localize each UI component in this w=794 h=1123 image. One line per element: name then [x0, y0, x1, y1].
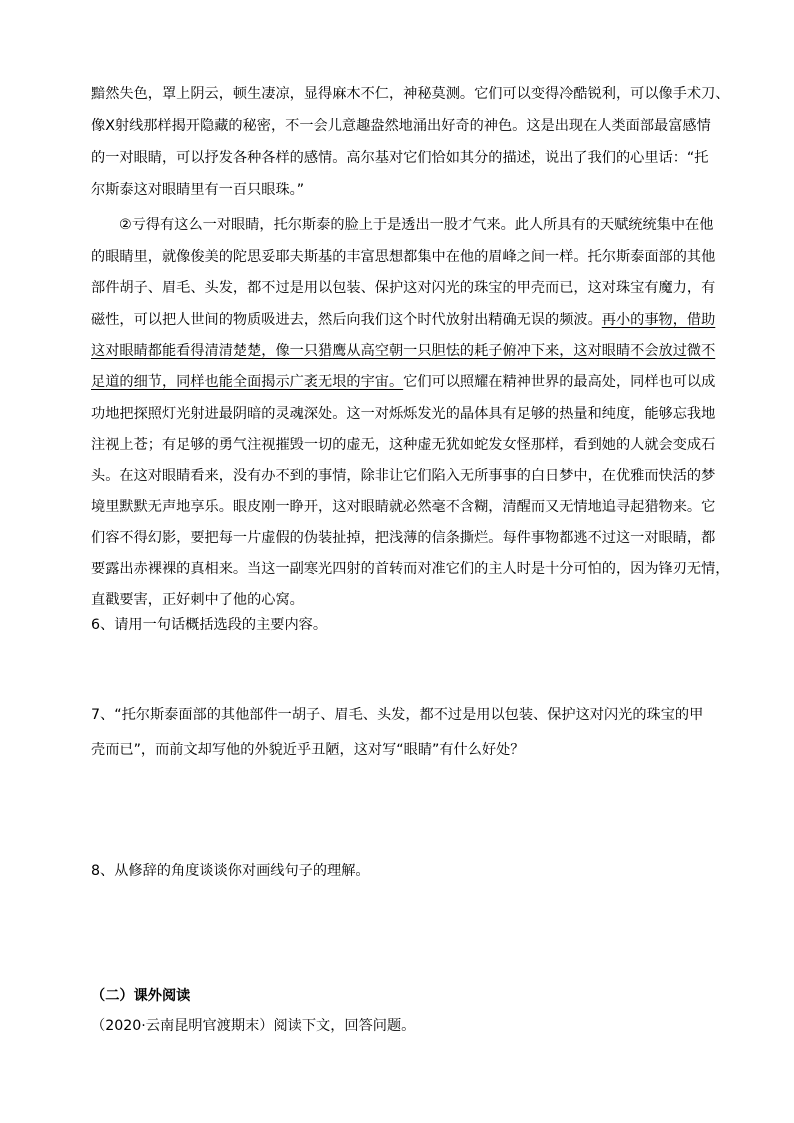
paragraph-2-line-11: 们容不得幻影，要把每一片虚假的伪装扯掉，把浅薄的信条撕烂。每件事物都逃不过这一对眼睛，都 — [91, 530, 716, 546]
paragraph-2-line-9: 头。在这对眼睛看来，没有办不到的事情，除非让它们陷入无所事事的白日梦中，在优雅而快活的梦 — [91, 468, 716, 484]
question-8: 8、从修辞的角度谈谈你对画线句子的理解。 — [91, 863, 370, 879]
paragraph-2-line-12: 要露出赤裸裸的真相来。当这一副寒光四射的首转而对准它们的主人时是十分可怕的，因为锋刃无情， — [91, 561, 730, 577]
underlined-sentence-start: 再小的事物，借助 — [601, 312, 716, 328]
paragraph-2-line-6 — [91, 372, 716, 392]
plain-text: 磁性，可以把人世间的物质吸进去，然后向我们这个时代放射出精确无误的频波。 — [91, 312, 602, 328]
passage-line-1: 黯然失色，罩上阴云，顿生凄凉，显得麻木不仁，神秘莫测。它们可以变得冷酷锐利，可以像手术刀、 — [91, 86, 730, 102]
question-7-line-2: 壳而已”，而前文却写他的外貌近乎丑陋，这对写“眼睛”有什么好处？ — [91, 742, 525, 758]
paragraph-2-line-13: 直戳要害，正好刺中了他的心窝。 — [91, 592, 304, 608]
section-heading: （二）课外阅读 — [91, 988, 191, 1004]
paragraph-2-line-1: ②亏得有这么一对眼睛，托尔斯泰的脸上于是透出一股才气来。此人所具有的天赋统统集中在他 — [119, 217, 714, 233]
source-line: （2020·云南昆明官渡期末）阅读下文，回答问题。 — [91, 1018, 416, 1034]
passage-line-3: 的一对眼睛，可以抒发各种各样的感情。高尔基对它们恰如其分的描述，说出了我们的心里话：“托 — [91, 150, 709, 166]
paragraph-2-line-7: 功地把探照灯光射进最阴暗的灵魂深处。这一对烁烁发光的晶体具有足够的热量和纯度，能够忘我地 — [91, 406, 716, 422]
question-7-line-1: 7、“托尔斯泰面部的其他部件一胡子、眉毛、头发，都不过是用以包装、保护这对闪光的珠宝的甲 — [91, 707, 704, 723]
paragraph-2-line-3: 部件胡子、眉毛、头发，都不过是用以包装、保护这对闪光的珠宝的甲壳而已，这对珠宝有魔力，有 — [91, 280, 716, 296]
plain-text-after-underline: 它们可以照耀在精神世界的最高处，同样也可以成 — [403, 374, 716, 390]
paragraph-2-line-8: 注视上苍；有足够的勇气注视摧毁一切的虚无，这种虚无犹如蛇发女怪那样，看到她的人就会变成石 — [91, 437, 716, 453]
passage-line-4: 尔斯泰这对眼睛里有一百只眼珠。” — [91, 182, 305, 198]
paragraph-2-line-10: 境里默默无声地享乐。眼皮刚一睁开，这对眼睛就必然毫不含糊，清醒而又无情地追寻起猎物来。它 — [91, 499, 716, 515]
paragraph-2-line-2: 的眼睛里，就像俊美的陀思妥耶夫斯基的丰富思想都集中在他的眉峰之间一样。托尔斯泰面部的其他 — [91, 249, 716, 265]
paragraph-2-line-4 — [91, 310, 716, 330]
underlined-sentence-middle: 这对眼睛都能看得清清楚楚，像一只猎鹰从高空朝一只胆怯的耗子俯冲下来，这对眼睛不会放过微不 — [91, 343, 716, 359]
passage-line-2: 像X射线那样揭开隐藏的秘密，不一会儿意趣盎然地涌出好奇的神色。这是出现在人类面部最富感情 — [91, 118, 711, 134]
question-6: 6、请用一句话概括选段的主要内容。 — [91, 617, 328, 633]
underlined-sentence-end: 足道的细节，同样也能全面揭示广袤无垠的宇宙。 — [91, 374, 404, 390]
